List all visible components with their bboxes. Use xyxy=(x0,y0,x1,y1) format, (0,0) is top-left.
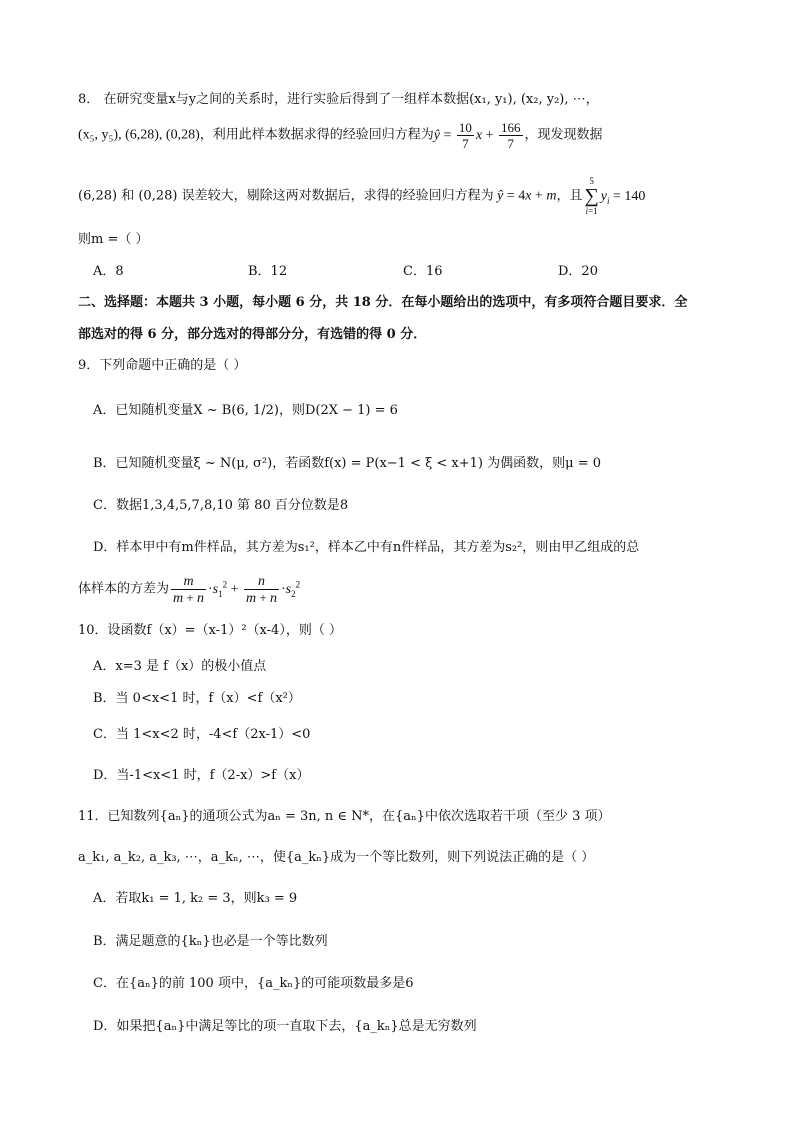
q8-option-b: B．12 xyxy=(248,264,288,279)
q8-line1: 8． 在研究变量x与y之间的关系时，进行实验后得到了一组样本数据(x₁, y₁), (x₂, y₂), ⋯， xyxy=(78,92,599,107)
q8-line3-text: (6,28) 和 (0,28) 误差较大，剔除这两对数据后，求得的经验回归方程为 xyxy=(78,188,494,204)
q11-option-d: D．如果把{aₙ}中满足等比的项一直取下去，{a_kₙ}总是无穷数列 xyxy=(93,1019,477,1034)
q10-option-c: C．当 1<x<2 时，-4<f（2x-1）<0 xyxy=(93,727,311,742)
q9-option-a: A．已知随机变量X ~ B(6, 1/2)，则D(2X − 1) = 6 xyxy=(93,403,398,418)
section2-line1: 二、选择题：本题共 3 小题，每小题 6 分，共 18 分．在每小题给出的选项中，有多项符合题目要求．全 xyxy=(78,295,688,310)
q10-stem: 10．设函数f（x）=（x-1）²（x-4），则（ ） xyxy=(78,623,342,638)
q9-option-c: C．数据1,3,4,5,7,8,10 第 80 百分位数是8 xyxy=(93,498,349,513)
q8-regression-2: ŷ = 4x + m xyxy=(497,188,557,204)
q8-option-c: C．16 xyxy=(403,264,443,279)
q8-sum-value: $y_i = 140$ xyxy=(600,188,646,206)
section2-line2: 部选对的得 6 分，部分选对的得部分分，有选错的得 0 分． xyxy=(78,327,427,342)
q11-option-a: A．若取k₁ = 1, k₂ = 3，则k₃ = 9 xyxy=(93,891,298,906)
q11-option-c: C．在{aₙ}的前 100 项中，{a_kₙ}的可能项数最多是6 xyxy=(93,976,414,991)
q10-option-d: D．当-1<x<1 时，f（2-x）>f（x） xyxy=(93,768,310,783)
q8-line3-and: ，且 xyxy=(556,188,583,204)
q8-option-d: D．20 xyxy=(558,264,598,279)
q11-line2: a_k₁, a_k₂, a_k₃, ⋯，a_kₙ, ⋯，使{a_kₙ}成为一个等比数列，则下列说法正确的是（ ） xyxy=(78,850,595,865)
q9-option-d-line2 xyxy=(78,573,300,606)
q10-option-b: B．当 0<x<1 时，f（x）<f（x²） xyxy=(93,691,301,706)
q9-stem: 9．下列命题中正确的是（ ） xyxy=(78,358,247,373)
q9-variance-formula: $\frac{m}{m + n}$ $\cdot s_1^2$ + $\frac{n}{m + n}$ $\cdot s_2^2$ xyxy=(173,574,301,606)
q8-line4: 则m =（ ） xyxy=(78,232,149,247)
q8-option-a: A．8 xyxy=(93,264,124,279)
q10-option-a: A．x=3 是 f（x）的极小值点 xyxy=(93,659,267,674)
q8-line3 xyxy=(78,176,645,216)
q8-line2 xyxy=(78,120,603,151)
q8-text: ，利用此样本数据求得的经验回归方程为 xyxy=(199,127,434,143)
q8-text-end: ，现发现数据 xyxy=(524,127,603,143)
q8-regression-1: ŷ = $\frac{10}{7}$ x + $\frac{166}{7}$ xyxy=(433,120,521,151)
q11-stem: 11．已知数列{aₙ}的通项公式为aₙ = 3n, n ∈ N*，在{aₙ}中依次选取若干项（至少 3 项） xyxy=(78,809,611,824)
q8-data-points: (x₅, y₅), (6,28), (0,28) xyxy=(78,127,200,143)
q9-option-d-line1: D．样本甲中有m件样品，其方差为s₁²，样本乙中有n件样品，其方差为s₂²，则由甲乙组成的总 xyxy=(93,540,640,555)
q9-d2-text: 体样本的方差为 xyxy=(78,581,170,597)
q8-options xyxy=(93,260,713,279)
q11-option-b: B．满足题意的{kₙ}也必是一个等比数列 xyxy=(93,934,328,949)
q9-option-b: B．已知随机变量ξ ~ N(μ, σ²)，若函数f(x) = P(x−1 < ξ < x+1) 为偶函数，则μ = 0 xyxy=(93,456,601,471)
sigma-icon: 5 ∑ i=1 xyxy=(584,176,599,216)
